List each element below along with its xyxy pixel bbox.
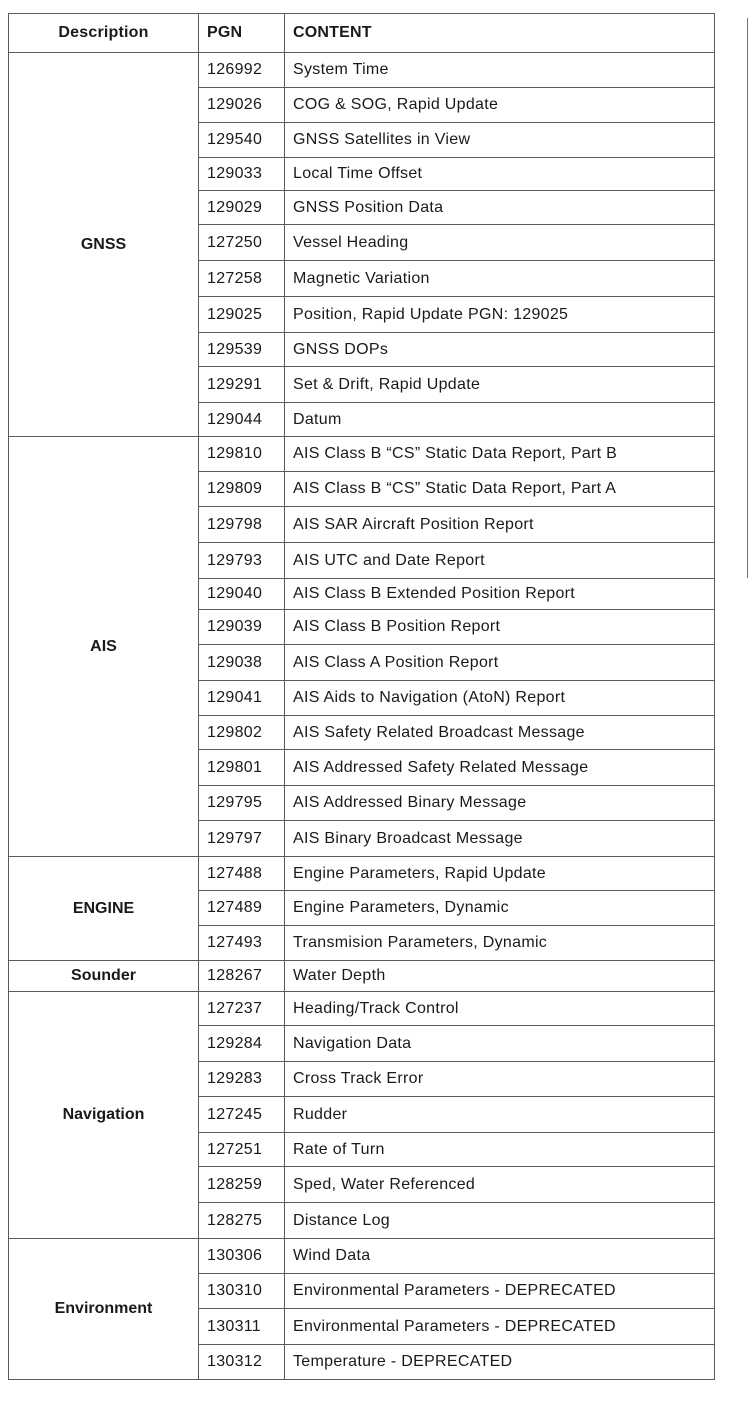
pgn-cell: 129540 <box>199 123 285 158</box>
group-label: Sounder <box>9 961 199 992</box>
content-cell: Environmental Parameters - DEPRECATED <box>285 1309 715 1345</box>
pgn-table <box>8 13 715 1380</box>
pgn-cell: 129809 <box>199 472 285 507</box>
pgn-cell: 128267 <box>199 961 285 992</box>
table-row <box>9 992 715 1026</box>
content-cell: Distance Log <box>285 1203 715 1239</box>
content-cell: Environmental Parameters - DEPRECATED <box>285 1274 715 1309</box>
content-cell: Engine Parameters, Rapid Update <box>285 857 715 891</box>
content-cell: AIS Aids to Navigation (AtoN) Report <box>285 681 715 716</box>
pgn-cell: 126992 <box>199 53 285 88</box>
pgn-cell: 129044 <box>199 403 285 437</box>
content-cell: AIS UTC and Date Report <box>285 543 715 579</box>
content-cell: GNSS Satellites in View <box>285 123 715 158</box>
pgn-cell: 129793 <box>199 543 285 579</box>
table-body <box>9 53 715 1380</box>
pgn-cell: 127251 <box>199 1133 285 1167</box>
content-cell: Vessel Heading <box>285 225 715 261</box>
content-cell: Water Depth <box>285 961 715 992</box>
group-label: Navigation <box>9 992 199 1239</box>
content-cell: AIS SAR Aircraft Position Report <box>285 507 715 543</box>
content-cell: AIS Class B Extended Position Report <box>285 579 715 610</box>
pgn-cell: 129029 <box>199 191 285 225</box>
pgn-cell: 129798 <box>199 507 285 543</box>
content-cell: AIS Binary Broadcast Message <box>285 821 715 857</box>
pgn-cell: 129795 <box>199 786 285 821</box>
group-label: ENGINE <box>9 857 199 961</box>
content-cell: Navigation Data <box>285 1026 715 1062</box>
pgn-cell: 129025 <box>199 297 285 333</box>
table-row <box>9 961 715 992</box>
content-cell: COG & SOG, Rapid Update <box>285 88 715 123</box>
table-header-row <box>9 14 715 53</box>
pgn-cell: 129039 <box>199 610 285 645</box>
content-cell: System Time <box>285 53 715 88</box>
content-cell: AIS Class B Position Report <box>285 610 715 645</box>
content-cell: AIS Addressed Binary Message <box>285 786 715 821</box>
table-row <box>9 53 715 88</box>
pgn-cell: 130312 <box>199 1345 285 1380</box>
content-cell: Datum <box>285 403 715 437</box>
pgn-cell: 130311 <box>199 1309 285 1345</box>
pgn-column-header: PGN <box>199 14 285 53</box>
content-cell: Sped, Water Referenced <box>285 1167 715 1203</box>
group-label: GNSS <box>9 53 199 437</box>
pgn-cell: 129810 <box>199 437 285 472</box>
content-cell: Heading/Track Control <box>285 992 715 1026</box>
right-border-line <box>747 18 748 578</box>
pgn-cell: 127488 <box>199 857 285 891</box>
pgn-cell: 129040 <box>199 579 285 610</box>
pgn-cell: 129284 <box>199 1026 285 1062</box>
content-cell: Transmision Parameters, Dynamic <box>285 926 715 961</box>
content-cell: Engine Parameters, Dynamic <box>285 891 715 926</box>
pgn-cell: 130306 <box>199 1239 285 1274</box>
content-cell: AIS Safety Related Broadcast Message <box>285 716 715 750</box>
group-label: AIS <box>9 437 199 857</box>
pgn-cell: 128275 <box>199 1203 285 1239</box>
pgn-cell: 129038 <box>199 645 285 681</box>
content-column-header: CONTENT <box>285 14 715 53</box>
content-cell: Wind Data <box>285 1239 715 1274</box>
pgn-cell: 127237 <box>199 992 285 1026</box>
content-cell: AIS Addressed Safety Related Message <box>285 750 715 786</box>
table-row <box>9 1239 715 1274</box>
pgn-cell: 127489 <box>199 891 285 926</box>
pgn-cell: 129802 <box>199 716 285 750</box>
content-cell: AIS Class B “CS” Static Data Report, Part B <box>285 437 715 472</box>
pgn-cell: 129026 <box>199 88 285 123</box>
table-row <box>9 437 715 472</box>
pgn-cell: 127493 <box>199 926 285 961</box>
pgn-cell: 127250 <box>199 225 285 261</box>
group-label: Environment <box>9 1239 199 1380</box>
content-cell: Local Time Offset <box>285 158 715 191</box>
pgn-cell: 129539 <box>199 333 285 367</box>
pgn-cell: 130310 <box>199 1274 285 1309</box>
pgn-cell: 127245 <box>199 1097 285 1133</box>
pgn-cell: 129797 <box>199 821 285 857</box>
pgn-cell: 129283 <box>199 1062 285 1097</box>
content-cell: Rudder <box>285 1097 715 1133</box>
content-cell: Rate of Turn <box>285 1133 715 1167</box>
content-cell: Temperature - DEPRECATED <box>285 1345 715 1380</box>
content-cell: AIS Class A Position Report <box>285 645 715 681</box>
content-cell: Cross Track Error <box>285 1062 715 1097</box>
pgn-cell: 129033 <box>199 158 285 191</box>
table-row <box>9 857 715 891</box>
pgn-cell: 129801 <box>199 750 285 786</box>
pgn-cell: 129291 <box>199 367 285 403</box>
content-cell: Magnetic Variation <box>285 261 715 297</box>
content-cell: Position, Rapid Update PGN: 129025 <box>285 297 715 333</box>
content-cell: Set & Drift, Rapid Update <box>285 367 715 403</box>
content-cell: GNSS DOPs <box>285 333 715 367</box>
pgn-cell: 129041 <box>199 681 285 716</box>
content-cell: AIS Class B “CS” Static Data Report, Part A <box>285 472 715 507</box>
pgn-cell: 127258 <box>199 261 285 297</box>
content-cell: GNSS Position Data <box>285 191 715 225</box>
pgn-cell: 128259 <box>199 1167 285 1203</box>
description-column-header: Description <box>9 14 199 53</box>
